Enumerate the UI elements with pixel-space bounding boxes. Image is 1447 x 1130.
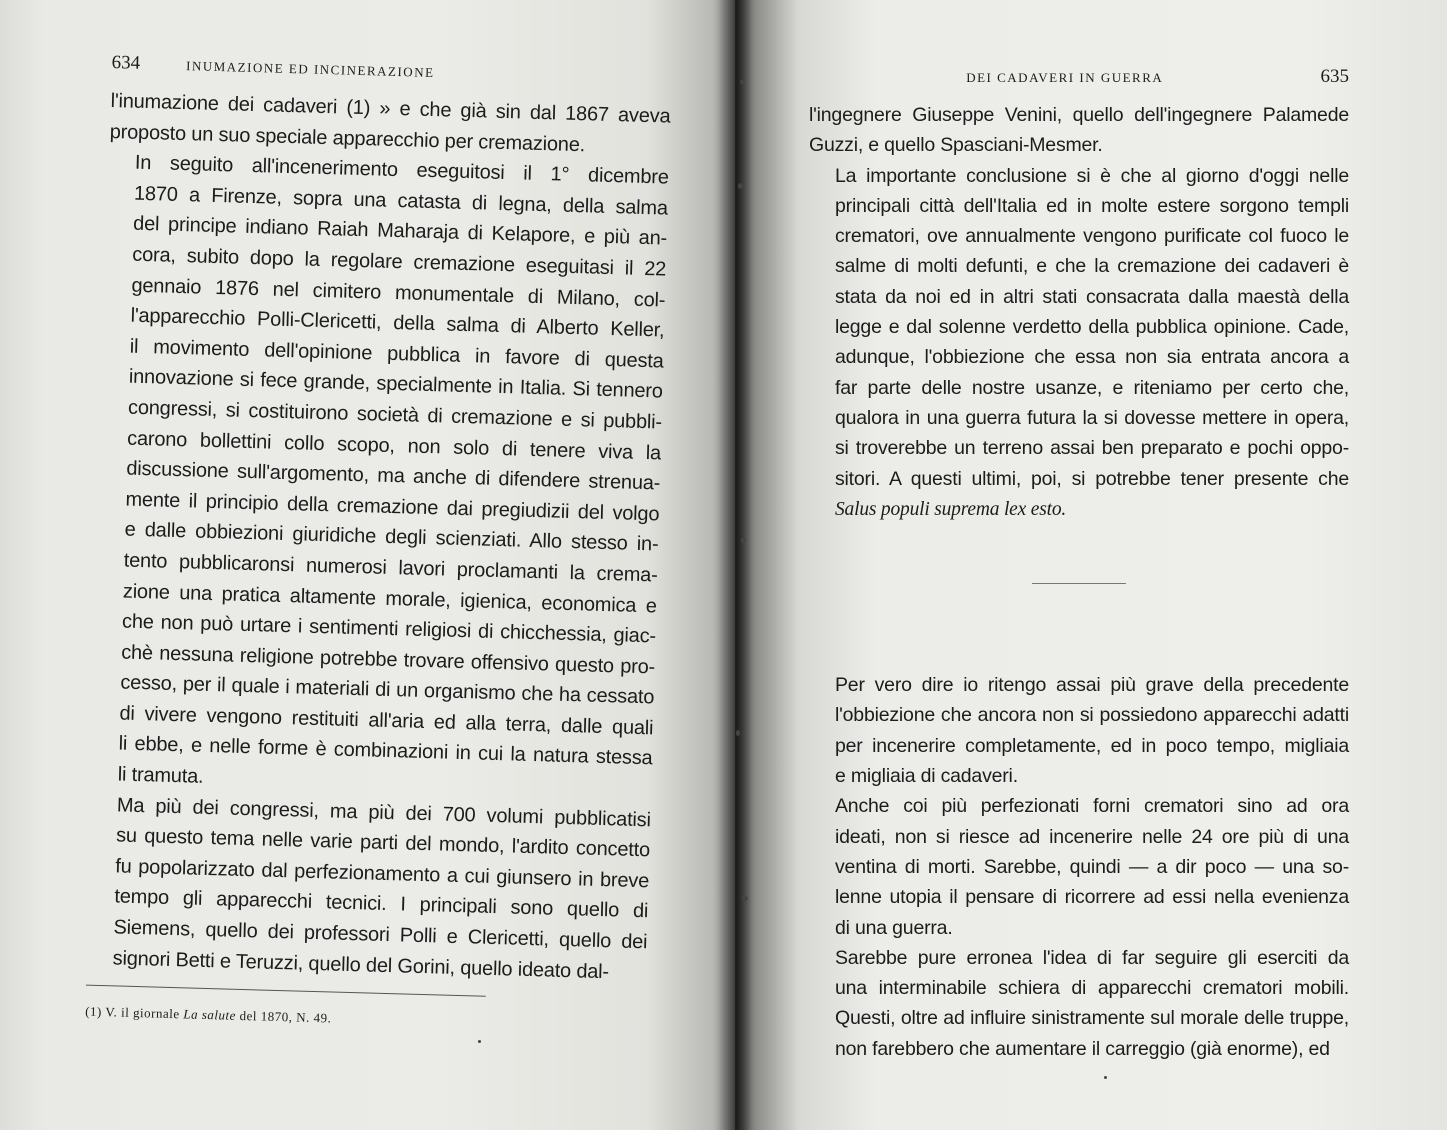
text-line: qualora in una guerra futura la si dovesse mettere in opera, xyxy=(835,406,1349,429)
text-line: li ebbe, e nelle forme è combinazioni in cui la natura stessa xyxy=(118,732,653,770)
left-running-title: INUMAZIONE ED INCINERAZIONE xyxy=(185,58,435,81)
paragraph xyxy=(809,670,1349,791)
latin-motto: Salus populi suprema lex esto. xyxy=(835,498,1067,520)
text-line: proposto un suo speciale apparecchio per cremazione. xyxy=(109,120,586,156)
text-line: chè nessuna religione potrebbe trovare offensivo questo pro- xyxy=(120,641,656,679)
text-line: non farebbero che aumentare il carreggio (già enorme), ed xyxy=(835,1037,1330,1060)
text-line: crematori, ove annualmente vengono purificate col fuoco le xyxy=(835,225,1349,248)
text-line: lenne utopia il pensare di ricorrere ad essi nella evenienza xyxy=(835,886,1349,909)
text-line: e migliaia di cadaveri. xyxy=(835,765,1018,788)
text-line: far parte delle nostre usanze, e riteniamo per certo che, xyxy=(835,376,1349,399)
text-line: Sarebbe pure erronea l'idea di far seguire gli eserciti da xyxy=(835,946,1349,969)
text-line: congressi, si costituirono società di cremazione e si pubbli- xyxy=(127,396,663,434)
right-running-head xyxy=(809,66,1349,88)
section-divider xyxy=(1032,583,1126,584)
scan-speck xyxy=(741,538,746,543)
text-line: Siemens, quello dei professori Polli e Clericetti, quello dei xyxy=(113,916,648,954)
scan-speck xyxy=(736,730,740,736)
text-line: per incenerire completamente, ed in poco tempo, migliaia xyxy=(835,734,1349,757)
paragraph xyxy=(809,161,1349,526)
italic-quote-line xyxy=(809,494,1349,525)
text-line: una interminabile schiera di apparecchi crematori mobili. xyxy=(835,977,1349,1000)
text-line: gennaio 1876 nel cimitero monumentale di Milano, col- xyxy=(131,274,666,312)
text-line: Per vero dire io ritengo assai più grave della precedente xyxy=(835,674,1349,697)
right-body-text-lower xyxy=(809,670,1349,1064)
scan-speck xyxy=(478,1040,481,1043)
footnote-marker: (1) xyxy=(84,1003,103,1020)
left-page-number: 634 xyxy=(111,52,141,74)
text-line: salme di molti defunti, e che la cremazione dei cadaveri è xyxy=(835,255,1349,278)
right-page-content xyxy=(809,66,1349,1064)
paragraph xyxy=(809,943,1349,1064)
text-line: di una guerra. xyxy=(835,916,953,939)
scan-speck xyxy=(740,80,744,84)
footnote-text-before: V. il giornale xyxy=(105,1004,180,1022)
right-body-text-upper xyxy=(809,100,1349,525)
text-line: Questi, oltre ad influire sinistramente sul morale delle truppe, xyxy=(835,1007,1349,1030)
text-line: zione una pratica altamente morale, igienica, economica e xyxy=(122,580,658,617)
text-line: l'obbiezione che ancora non si possiedono apparecchi adatti xyxy=(835,704,1349,727)
text-line: carono bollettini collo scopo, non solo di tenere viva la xyxy=(126,427,662,465)
text-line: l'inumazione dei cadaveri (1) » e che già sin dal 1867 aveva xyxy=(110,89,671,128)
text-line: 1870 a Firenze, sopra una catasta di legna, della salma xyxy=(133,182,669,220)
text-line: ventina di morti. Sarebbe, quindi — a dir poco — una so- xyxy=(835,855,1349,878)
right-running-title: DEI CADAVERI IN GUERRA xyxy=(966,70,1164,85)
text-line: del principe indiano Raiah Maharaja di Kelapore, e più an- xyxy=(132,213,668,250)
text-line: l'apparecchio Polli-Clericetti, della salma di Alberto Keller, xyxy=(130,304,665,342)
paragraph xyxy=(809,100,1349,161)
footnote-title: La salute xyxy=(183,1006,237,1024)
text-line: sitori. A questi ultimi, poi, si potrebbe tener presente che xyxy=(835,467,1349,490)
text-line: cesso, per il quale i materiali di un organismo che ha cessato xyxy=(120,671,655,709)
footnote xyxy=(85,1004,645,1036)
scan-speck xyxy=(1104,1076,1107,1079)
scan-speck xyxy=(742,896,748,901)
right-page xyxy=(735,0,1447,1130)
text-line: legge e dal solenne verdetto della pubblica opinione. Cade, xyxy=(835,316,1349,339)
text-line: li tramuta. xyxy=(117,763,204,788)
text-line: di vivere vengono restituiti all'aria ed alla terra, dalle quali xyxy=(119,702,654,740)
text-line: l'ingegnere Giuseppe Venini, quello dell'ingegnere Palamede xyxy=(809,104,1349,126)
text-line: La importante conclusione si è che al giorno d'oggi nelle xyxy=(835,164,1349,187)
text-line: ideati, non si riesce ad incenerire nelle 24 ore più di una xyxy=(835,825,1349,848)
paragraph xyxy=(91,147,669,805)
text-line: tempo gli apparecchi tecnici. I principali sono quello di xyxy=(114,885,649,923)
text-line: si troverebbe un terreno assai ben preparato e pochi oppo- xyxy=(835,437,1349,460)
footnote-text-after: del 1870, N. 49. xyxy=(239,1008,332,1026)
text-line: tento pubblicaronsi numerosi lavori proclamanti la crema- xyxy=(123,549,658,587)
text-line: principali città dell'Italia ed in molte estere sorgono templi xyxy=(835,194,1349,217)
text-line: innovazione si fece grande, specialmente in Italia. Si tennero xyxy=(128,365,664,403)
right-page-number: 635 xyxy=(1320,66,1349,87)
scan-speck xyxy=(738,183,743,189)
paragraph xyxy=(809,791,1349,942)
left-body-text xyxy=(86,86,671,989)
left-page-content xyxy=(85,52,672,1035)
text-line: che non può urtare i sentimenti religiosi di chicchessia, giac- xyxy=(121,610,657,648)
text-line: il movimento dell'opinione pubblica in favore di questa xyxy=(129,335,664,373)
text-line: cora, subito dopo la regolare cremazione eseguitasi il 22 xyxy=(132,243,667,281)
text-line: mente il principio della cremazione dai pregiudizii del volgo xyxy=(125,488,660,526)
text-line: Guzzi, e quello Spasciani-Mesmer. xyxy=(809,134,1103,157)
text-line: In seguito all'incenerimento eseguitosi il 1° dicembre xyxy=(134,151,670,189)
text-line: discussione sull'argomento, ma anche di difendere strenua- xyxy=(126,457,661,495)
text-line: adunque, l'obbiezione che essa non sia entrata ancora a xyxy=(835,346,1349,369)
text-line: su questo tema nelle varie parti del mondo, l'ardito concetto xyxy=(115,824,651,862)
text-line: Anche coi più perfezionati forni crematori sino ad ora xyxy=(835,795,1349,818)
text-line: signori Betti e Teruzzi, quello del Gorini, quello ideato dal- xyxy=(112,947,610,983)
left-running-head xyxy=(111,52,671,90)
text-line: stata da noi ed in altri stati consacrata dalla maestà della xyxy=(835,285,1349,308)
text-line: Ma più dei congressi, ma più dei 700 volumi pubblicatisi xyxy=(116,794,652,831)
paragraph xyxy=(86,789,651,988)
footnote-rule xyxy=(86,985,486,997)
text-line: e dalle obbiezioni giuridiche degli scienziati. Allo stesso in- xyxy=(124,518,659,556)
text-line: fu popolarizzato dal perfezionamento a cui giunsero in breve xyxy=(114,855,650,893)
